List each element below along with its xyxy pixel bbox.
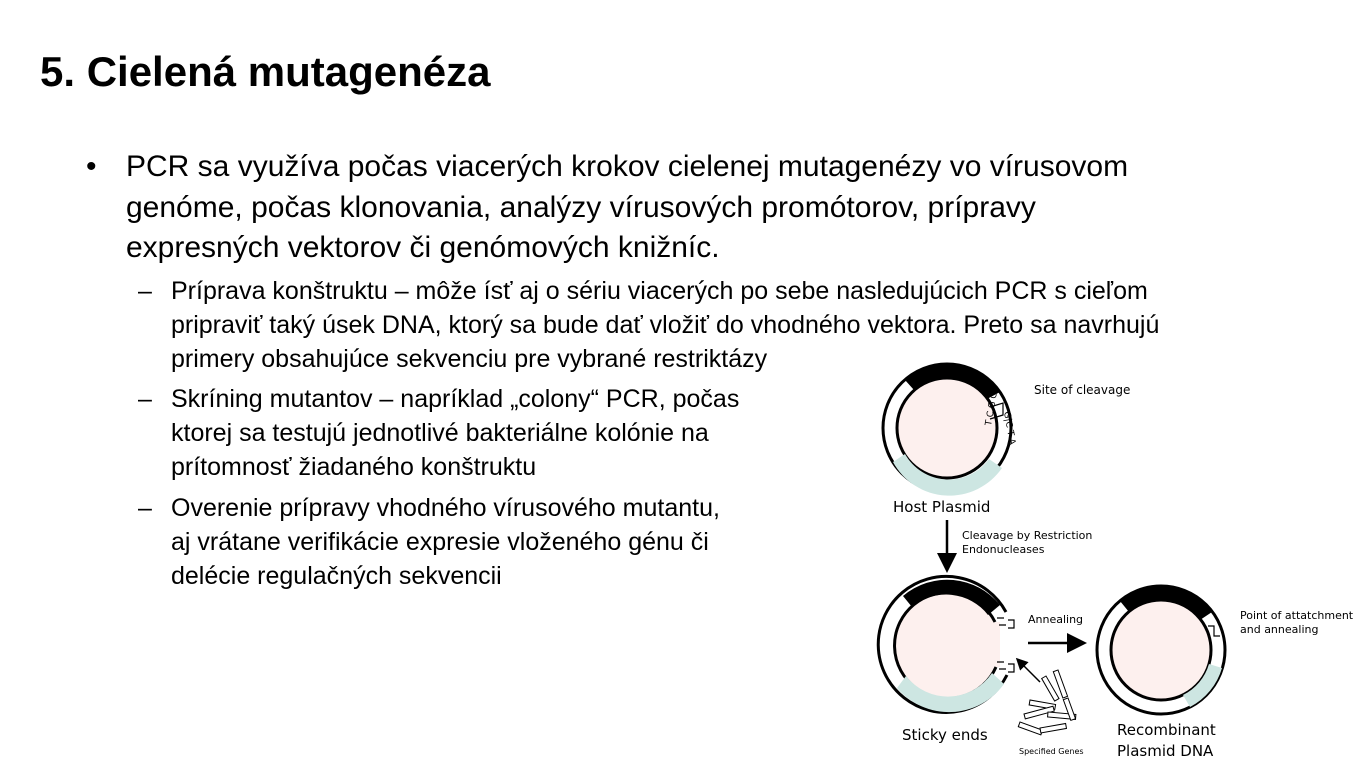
sub-bullet-line: delécie regulačných sekvencii [171, 561, 502, 590]
sub-bullet-verification [138, 492, 838, 593]
site-of-cleavage-label: Site of cleavage [1034, 383, 1131, 397]
gene-fragment [1040, 723, 1066, 732]
gene-fragment [1018, 722, 1042, 735]
dash-mark: – [138, 385, 152, 413]
main-bullet [86, 147, 1286, 269]
seq-top-label: G|C T A [1001, 410, 1017, 446]
sub-bullet-line: aj vrátane verifikácie expresie vloženého génu či [171, 527, 709, 556]
main-bullet-line-2: genóme, počas klonovania, analýzy vírusových promótorov, prípravy [126, 190, 1036, 224]
host-plasmid-label: Host Plasmid [893, 498, 991, 516]
genes-arrow-icon [1018, 660, 1040, 682]
bullet-mark: • [86, 150, 97, 183]
main-bullet-line-1: PCR sa využíva počas viacerých krokov cielenej mutagenézy vo vírusovom [126, 150, 1129, 183]
plasmid-cloning-diagram [862, 350, 1366, 768]
sub-bullet-line: pripraviť taký úsek DNA, ktorý sa bude dať vložiť do vhodného vektora. Preto sa navrhujú [171, 310, 1160, 339]
recombinant-label-line-2: Plasmid DNA [1117, 742, 1214, 760]
recombinant-label-line-1: Recombinant [1117, 721, 1216, 739]
sub-bullet-line: primery obsahujúce sekvenciu pre vybrané restriktázy [171, 344, 768, 373]
sub-bullet-line: Príprava konštruktu – môže ísť aj o sériu viacerých po sebe nasledujúcich PCR s cieľom [171, 277, 1148, 305]
specified-genes-label: Specified Genes [1019, 747, 1084, 756]
sub-bullet-line: Skríning mutantov – napríklad „colony“ PCR, počas [171, 385, 740, 413]
slide-title: 5. Cielená mutagenéza [40, 48, 491, 95]
seq-left-label: T C G C [984, 391, 1000, 427]
recombinant-plasmid [1097, 586, 1225, 714]
sub-bullet-line: Overenie prípravy vhodného vírusového mutantu, [171, 494, 720, 522]
sub-bullet-line: ktorej sa testujú jednotlivé bakteriálne kolónie na [171, 418, 709, 447]
sub-bullet-screening [138, 383, 838, 484]
specified-genes-fragments [1018, 670, 1076, 735]
host-plasmid [883, 364, 1017, 496]
cleavage-label-line-1: Cleavage by Restriction [962, 529, 1093, 542]
cleavage-label-line-2: Endonucleases [962, 543, 1045, 556]
annealing-label: Annealing [1028, 613, 1084, 626]
dash-mark: – [138, 494, 152, 522]
main-bullet-line-3: expresných vektorov či genómových knižníc. [126, 231, 720, 264]
sub-bullet-line: prítomnosť žiadaného konštruktu [171, 452, 537, 481]
point-of-attachment-line-1: Point of attatchment [1240, 609, 1354, 622]
dash-mark: – [138, 277, 152, 305]
sticky-ends-plasmid [878, 576, 1014, 712]
sticky-ends-label: Sticky ends [902, 726, 988, 744]
point-of-attachment-line-2: and annealing [1240, 623, 1319, 636]
